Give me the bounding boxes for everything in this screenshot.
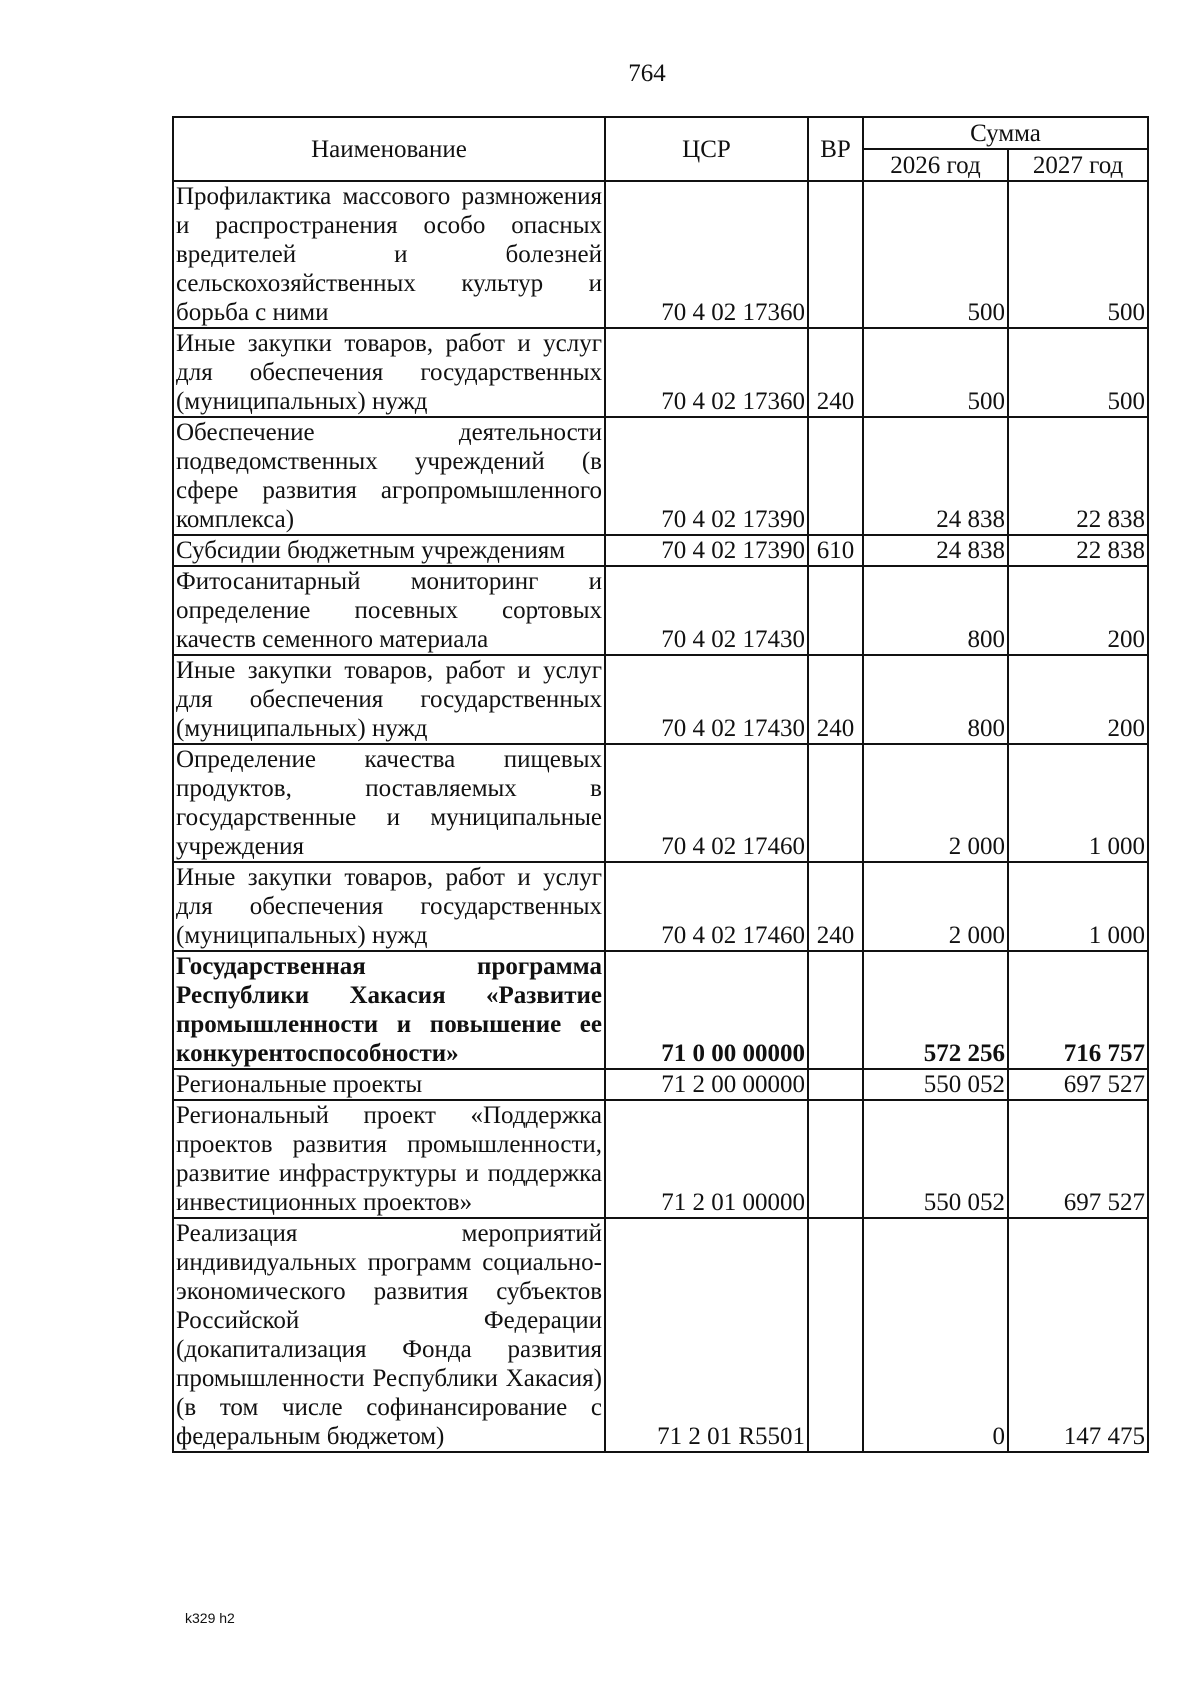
row-sum-2026: 550 052 xyxy=(863,1100,1008,1218)
row-sum-2027: 22 838 xyxy=(1008,535,1148,566)
row-name: Реализация мероприятий индивидуальных программ социально-экономического развития субъектов Российской Федерации (докапитализация Фонда развития промышленности Республики Хакасия) (в том числе софинансирование с федеральным бюджетом) xyxy=(173,1218,605,1452)
row-csr: 70 4 02 17360 xyxy=(605,328,808,417)
row-vr xyxy=(808,1069,863,1100)
row-csr: 71 2 01 00000 xyxy=(605,1100,808,1218)
row-sum-2027: 716 757 xyxy=(1008,951,1148,1069)
row-sum-2026: 2 000 xyxy=(863,862,1008,951)
row-sum-2026: 572 256 xyxy=(863,951,1008,1069)
header-year-2026: 2026 год xyxy=(863,149,1008,181)
header-csr: ЦСР xyxy=(605,117,808,181)
table-row xyxy=(173,1218,1148,1452)
row-csr: 71 0 00 00000 xyxy=(605,951,808,1069)
table-row xyxy=(173,1100,1148,1218)
row-csr: 70 4 02 17390 xyxy=(605,535,808,566)
row-sum-2026: 800 xyxy=(863,566,1008,655)
row-name: Определение качества пищевых продуктов, поставляемых в государственные и муниципальные учреждения xyxy=(173,744,605,862)
row-name: Региональный проект «Поддержка проектов развития промышленности, развитие инфраструктуры и поддержка инвестиционных проектов» xyxy=(173,1100,605,1218)
row-sum-2026: 2 000 xyxy=(863,744,1008,862)
row-sum-2026: 24 838 xyxy=(863,535,1008,566)
row-name: Иные закупки товаров, работ и услуг для обеспечения государственных (муниципальных) нужд xyxy=(173,655,605,744)
row-vr xyxy=(808,417,863,535)
row-csr: 70 4 02 17460 xyxy=(605,744,808,862)
row-sum-2027: 1 000 xyxy=(1008,862,1148,951)
table-row xyxy=(173,951,1148,1069)
row-vr: 610 xyxy=(808,535,863,566)
table-row xyxy=(173,417,1148,535)
row-vr: 240 xyxy=(808,655,863,744)
row-csr: 71 2 00 00000 xyxy=(605,1069,808,1100)
budget-table xyxy=(172,116,1149,1453)
header-year-2027: 2027 год xyxy=(1008,149,1148,181)
row-sum-2026: 550 052 xyxy=(863,1069,1008,1100)
table-row xyxy=(173,328,1148,417)
row-sum-2027: 200 xyxy=(1008,655,1148,744)
table-row xyxy=(173,566,1148,655)
row-sum-2026: 800 xyxy=(863,655,1008,744)
row-csr: 70 4 02 17390 xyxy=(605,417,808,535)
row-sum-2027: 22 838 xyxy=(1008,417,1148,535)
row-sum-2026: 500 xyxy=(863,181,1008,328)
row-name: Государственная программа Республики Хакасия «Развитие промышленности и повышение ее конкурентоспособности» xyxy=(173,951,605,1069)
row-name: Субсидии бюджетным учреждениям xyxy=(173,535,605,566)
row-vr xyxy=(808,951,863,1069)
row-csr: 71 2 01 R5501 xyxy=(605,1218,808,1452)
row-sum-2027: 697 527 xyxy=(1008,1100,1148,1218)
row-sum-2027: 200 xyxy=(1008,566,1148,655)
row-csr: 70 4 02 17430 xyxy=(605,566,808,655)
row-csr: 70 4 02 17460 xyxy=(605,862,808,951)
row-vr xyxy=(808,1218,863,1452)
row-vr xyxy=(808,566,863,655)
row-name: Иные закупки товаров, работ и услуг для обеспечения государственных (муниципальных) нужд xyxy=(173,862,605,951)
table-row xyxy=(173,744,1148,862)
header-vr: ВР xyxy=(808,117,863,181)
table-row xyxy=(173,862,1148,951)
row-vr: 240 xyxy=(808,862,863,951)
row-name: Региональные проекты xyxy=(173,1069,605,1100)
row-vr xyxy=(808,181,863,328)
row-csr: 70 4 02 17360 xyxy=(605,181,808,328)
row-sum-2027: 500 xyxy=(1008,328,1148,417)
table-row xyxy=(173,1069,1148,1100)
row-name: Фитосанитарный мониторинг и определение посевных сортовых качеств семенного материала xyxy=(173,566,605,655)
row-sum-2027: 697 527 xyxy=(1008,1069,1148,1100)
header-name: Наименование xyxy=(173,117,605,181)
row-vr xyxy=(808,744,863,862)
row-sum-2027: 1 000 xyxy=(1008,744,1148,862)
header-sum: Сумма xyxy=(863,117,1148,149)
table-row xyxy=(173,655,1148,744)
row-name: Иные закупки товаров, работ и услуг для обеспечения государственных (муниципальных) нужд xyxy=(173,328,605,417)
row-name: Профилактика массового размножения и распространения особо опасных вредителей и болезней сельскохозяйственных культур и борьба с ними xyxy=(173,181,605,328)
page-number: 764 xyxy=(628,60,666,87)
row-sum-2026: 0 xyxy=(863,1218,1008,1452)
row-sum-2026: 500 xyxy=(863,328,1008,417)
table-row xyxy=(173,181,1148,328)
row-name: Обеспечение деятельности подведомственных учреждений (в сфере развития агропромышленного комплекса) xyxy=(173,417,605,535)
row-sum-2027: 147 475 xyxy=(1008,1218,1148,1452)
row-sum-2026: 24 838 xyxy=(863,417,1008,535)
table-row xyxy=(173,535,1148,566)
row-csr: 70 4 02 17430 xyxy=(605,655,808,744)
footer-code: k329 h2 xyxy=(185,1610,235,1626)
row-vr: 240 xyxy=(808,328,863,417)
row-vr xyxy=(808,1100,863,1218)
row-sum-2027: 500 xyxy=(1008,181,1148,328)
